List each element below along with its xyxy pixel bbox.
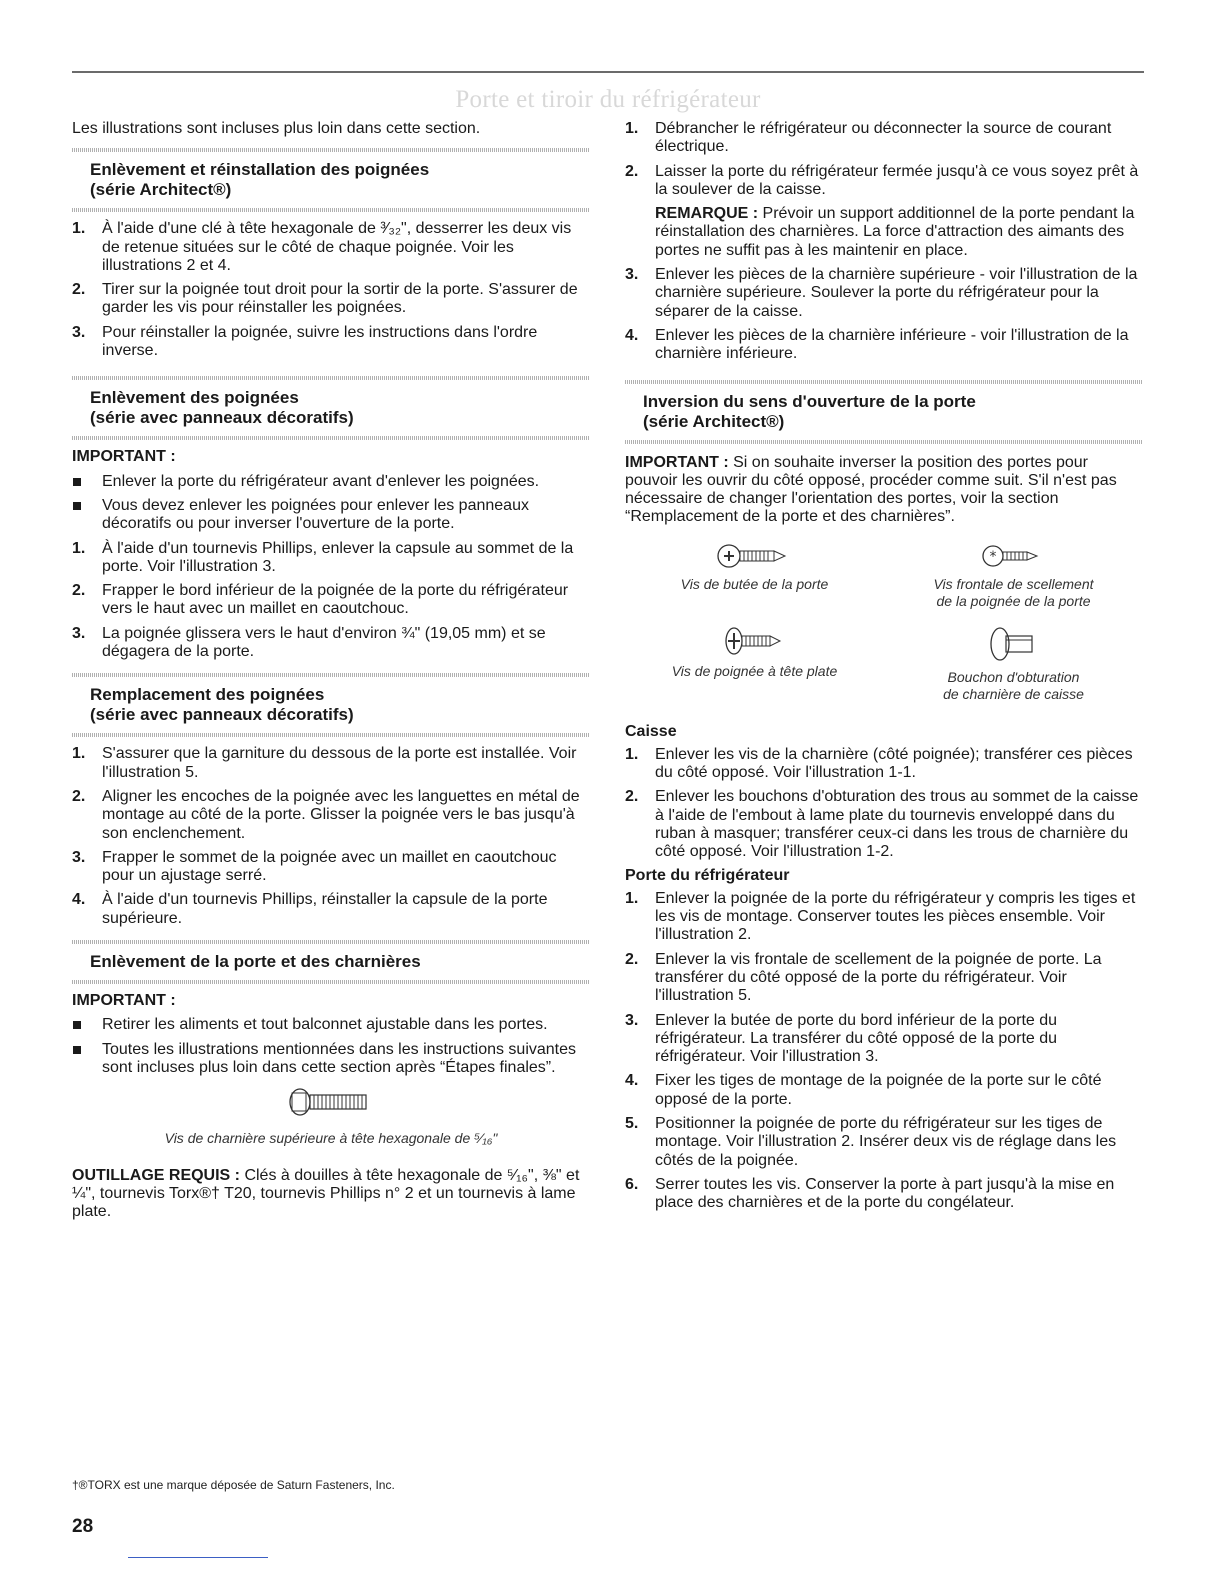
section-divider	[72, 980, 590, 984]
intro-text: Les illustrations sont incluses plus loin dans cette section.	[72, 120, 481, 137]
list-item: 5. Positionner la poignée de porte du réfrigérateur sur les tiges de montage. Voir l'illustration 2. Insérer deux vis de réglage dans les côtés de la poignée.	[625, 1114, 1117, 1169]
list-item: 2. Enlever les bouchons d'obturation des trous au sommet de la caisse à l'aide de l'embout à lame plate du tournevis enveloppé dans du ruban à masquer; transférer ceux-ci dans les trous de charnière du côté opposé. Voir l'illustration 1-2.	[625, 788, 1139, 861]
bullet-icon	[72, 473, 102, 491]
hex-screw-icon	[286, 1085, 376, 1119]
subheading-caisse: Caisse	[625, 723, 677, 741]
list-item: 4. Fixer les tiges de montage de la poignée de la porte sur le côté opposé de la porte.	[625, 1072, 1102, 1108]
list-item: 1. À l'aide d'un tournevis Phillips, enlever la capsule au sommet de la porte. Voir l'illustration 3.	[72, 539, 574, 575]
list-item: 1. Enlever la poignée de la porte du réfrigérateur y compris les tiges et les vis de montage. Conserver toutes les pièces ensemble. Voir l'illustration 2.	[625, 889, 1136, 944]
list-item: 1. Enlever les vis de la charnière (côté poignée); transférer ces pièces du côté opposé. Voir l'illustration 1-1.	[625, 745, 1133, 781]
section-heading-handle-removal: Enlèvement des poignées (série avec panneaux décoratifs)	[90, 388, 354, 428]
seal-screw-icon	[979, 541, 1049, 571]
list-item: 2. Enlever la vis frontale de scellement de la poignée de porte. La transférer du côté opposé de la porte du réfrigérateur. Voir l'illustration 5.	[625, 950, 1102, 1005]
subheading-refrigerator-door: Porte du réfrigérateur	[625, 867, 790, 885]
bottom-line	[128, 1557, 268, 1558]
list-item: 1. À l'aide d'une clé à tête hexagonale de ³⁄₃₂", desserrer les deux vis de retenue situées sur le côté de chaque poignée. Voir les illustrations 2 et 4.	[72, 220, 572, 274]
steps-list	[72, 220, 590, 360]
list-item: 3. La poignée glissera vers le haut d'environ ¾" (19,05 mm) et se dégagera de la porte.	[72, 624, 546, 661]
important-label: IMPORTANT :	[72, 992, 176, 1010]
bullet-list	[72, 473, 590, 534]
list-item: 4. À l'aide d'un tournevis Phillips, réinstaller la capsule de la porte supérieure.	[72, 891, 548, 927]
hardware-item: Vis de poignée à tête plate	[625, 624, 884, 703]
section-divider	[625, 440, 1143, 444]
list-item: 2. Laisser la porte du réfrigérateur fermée jusqu'à ce vous soyez prêt à la soulever de la caisse.	[625, 162, 1139, 198]
section-heading-handle-replacement: Remplacement des poignées (série avec panneaux décoratifs)	[90, 685, 354, 725]
left-column	[72, 120, 590, 1222]
hardware-item: * Vis frontale de scellement de la poignée de la porte	[884, 541, 1143, 610]
list-item: 4. Enlever les pièces de la charnière inférieure - voir l'illustration de la charnière inférieure.	[625, 326, 1129, 363]
footnote: †®TORX est une marque déposée de Saturn Fasteners, Inc.	[72, 1478, 395, 1492]
hardware-item: Bouchon d'obturation de charnière de caisse	[884, 624, 1143, 703]
hardware-grid	[625, 541, 1143, 718]
list-item: Vous devez enlever les poignées pour enlever les panneaux décoratifs ou pour inverser l'ouverture de la porte.	[72, 497, 590, 534]
list-item: 2. Frapper le bord inférieur de la poignée de la porte du réfrigérateur vers le haut avec un maillet en caoutchouc.	[72, 582, 569, 618]
page-number: 28	[72, 1516, 94, 1537]
steps-list	[72, 540, 590, 662]
list-item: 3. Pour réinstaller la poignée, suivre les instructions dans l'ordre inverse.	[72, 323, 538, 360]
steps-list	[72, 745, 590, 928]
list-item: Toutes les illustrations mentionnées dans les instructions suivantes sont incluses plus loin dans cette section après “Étapes finales”.	[72, 1041, 590, 1078]
steps-list	[625, 266, 1143, 363]
list-item: 1. S'assurer que la garniture du dessous de la porte est installée. Voir l'illustration 5.	[72, 745, 577, 781]
bullet-icon	[72, 1041, 102, 1078]
section-heading-door-reversal: Inversion du sens d'ouverture de la porte (série Architect®)	[643, 391, 976, 431]
section-heading-handles-architect: Enlèvement et réinstallation des poignées (série Architect®)	[90, 160, 430, 200]
screw-caption: Vis de charnière supérieure à tête hexagonale de ⁵⁄₁₆"	[164, 1129, 498, 1146]
remark-note: REMARQUE : Prévoir un support additionnel de la porte pendant la réinstallation des charnières. La force d'attraction des aimants des portes ne suffit pas à les maintenir en place.	[655, 205, 1135, 259]
page-title: Porte et tiroir du réfrigérateur	[455, 86, 761, 113]
flat-head-screw-icon	[720, 624, 790, 658]
bullet-list	[72, 1016, 590, 1077]
list-item: 2. Aligner les encoches de la poignée avec les languettes en métal de montage au côté de la porte. Glisser la poignée vers le bas jusqu'à son enclenchement.	[72, 787, 580, 842]
steps-list	[625, 890, 1143, 1213]
list-item: Enlever la porte du réfrigérateur avant d'enlever les poignées.	[72, 473, 590, 491]
right-column	[625, 120, 1143, 1218]
hardware-item: Vis de butée de la porte	[625, 541, 884, 610]
section-divider	[72, 436, 590, 440]
bullet-icon	[72, 1016, 102, 1034]
hex-head-screw-illustration	[72, 1085, 590, 1124]
list-item: 6. Serrer toutes les vis. Conserver la porte à part jusqu'à la mise en place des charnières et de la porte du congélateur.	[625, 1175, 1115, 1212]
section-heading-door-hinge-removal: Enlèvement de la porte et des charnières	[90, 952, 421, 972]
list-item: 3. Enlever la butée de porte du bord inférieur de la porte du réfrigérateur. La transférer du côté opposé de la porte du réfrigérateur. Voir l'illustration 3.	[625, 1011, 1058, 1066]
list-item: 1. Débrancher le réfrigérateur ou déconnecter la source de courant électrique.	[625, 120, 1112, 156]
list-item: 3. Frapper le sommet de la poignée avec un maillet en caoutchouc pour un ajustage serré.	[72, 848, 557, 885]
important-label: IMPORTANT :	[72, 448, 176, 466]
svg-text:*: *	[989, 548, 996, 565]
hinge-plug-icon	[984, 624, 1044, 664]
tools-required: OUTILLAGE REQUIS : Clés à douilles à tête hexagonale de ⁵⁄₁₆", ⅜" et ¼", tournevis Torx®† T20, tournevis Phillips n° 2 et un tournevis à lame plate.	[72, 1166, 580, 1221]
steps-list	[625, 120, 1143, 199]
list-item: Retirer les aliments et tout balconnet ajustable dans les portes.	[72, 1016, 590, 1034]
steps-list	[625, 746, 1143, 862]
top-rule	[72, 71, 1144, 73]
list-item: 3. Enlever les pièces de la charnière supérieure - voir l'illustration de la charnière supérieure. Soulever la porte du réfrigérateur pour la séparer de la caisse.	[625, 266, 1138, 320]
bullet-icon	[72, 497, 102, 534]
important-paragraph: IMPORTANT : Si on souhaite inverser la position des portes pour pouvoir les ouvrir du côté opposé, procéder comme suit. S'il n'est pas nécessaire de changer l'orientation des portes, voir la section “Remplacement de la porte et des charnières”.	[625, 453, 1117, 526]
list-item: 2. Tirer sur la poignée tout droit pour la sortir de la porte. S'assurer de garder les vis pour réinstaller les poignées.	[72, 281, 578, 317]
door-stop-screw-icon	[715, 541, 795, 571]
